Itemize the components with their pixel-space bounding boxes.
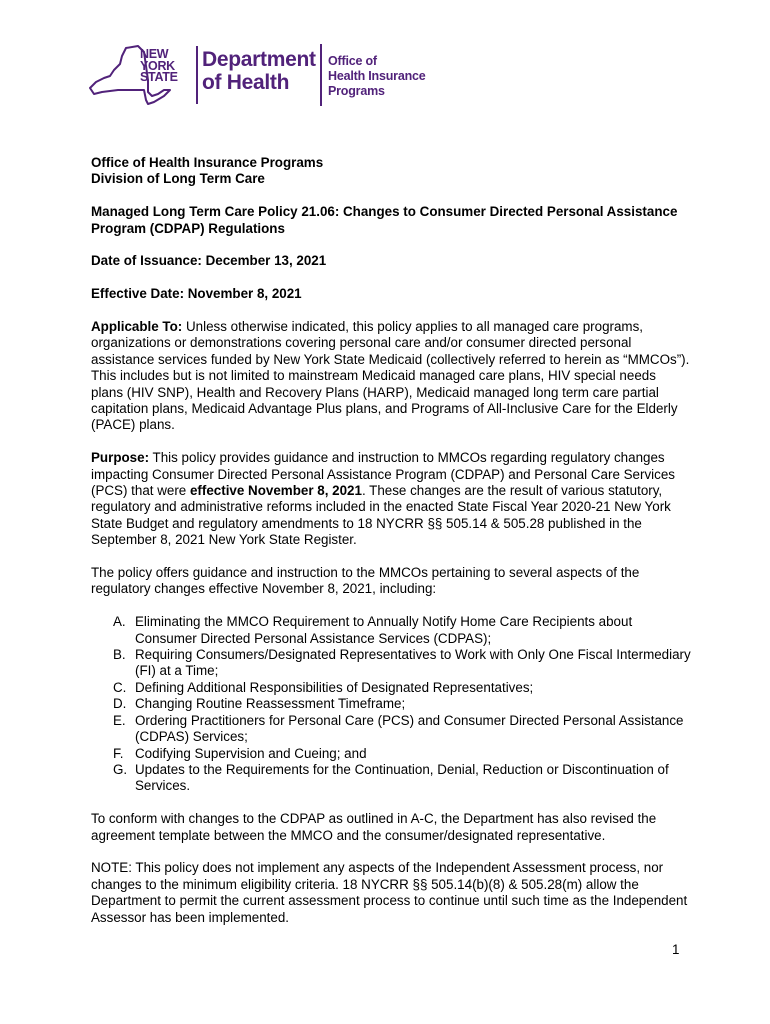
division-heading: Division of Long Term Care (91, 171, 265, 187)
note-paragraph: NOTE: This policy does not implement any aspects of the Independent Assessment process, nor changes to the minimum eligibility criteria. 18 NYCRR §§ 505.14(b)(8) & 505.28(m) allow the Department to permit the current assessment process to continue until such time as the Independent Assessor has been implemented. (91, 860, 688, 925)
list-item: D. Changing Routine Reassessment Timeframe; (113, 696, 406, 712)
list-item: G. Updates to the Requirements for the Continuation, Denial, Reduction or Discontinuation of Services. (113, 761, 669, 794)
effective-emphasis: effective November 8, 2021 (189, 483, 362, 499)
list-item: A. Eliminating the MMCO Requirement to Annually Notify Home Care Recipients about Consumer Directed Personal Assistance Services (CDPAS); (113, 614, 633, 646)
conform-paragraph: To conform with changes to the CDPAP as outlined in A-C, the Department has also revised the agreement template between the MMCO and the consumer/designated representative. (91, 811, 657, 843)
purpose-label: Purpose: (91, 450, 150, 466)
effective-date: Effective Date: November 8, 2021 (91, 286, 302, 302)
page-number: 1 (672, 942, 680, 957)
department-of-health-wordmark: Department of Health (202, 48, 316, 94)
document-body (91, 155, 691, 942)
new-york-state-wordmark: NEW YORK STATE (140, 47, 178, 84)
nys-doh-logo (88, 42, 448, 108)
applicable-to-label: Applicable To: (91, 319, 183, 334)
office-heading: Office of Health Insurance Programs Division of Long Term Care (91, 155, 324, 187)
list-intro: The policy offers guidance and instruction to the MMCOs pertaining to several aspects of the regulatory changes effective November 8, 2021, including: (91, 565, 640, 597)
changes-list (91, 614, 691, 794)
date-of-issuance: Date of Issuance: December 13, 2021 (91, 253, 327, 269)
list-item: E. Ordering Practitioners for Personal Care (PCS) and Consumer Directed Personal Assistance (CDPAS) Services; (113, 712, 684, 745)
applicable-to-paragraph (91, 319, 691, 434)
policy-title: Managed Long Term Care Policy 21.06: Changes to Consumer Directed Personal Assistance Program (CDPAP) Regulations (91, 204, 678, 236)
applicable-to-text: Unless otherwise indicated, this policy applies to all managed care programs, organizations or demonstrations covering personal care and/or consumer directed personal assistance services funded by New York State Medicaid (collectively referred to herein as “MMCOs”). This includes but is not limited to mainstream Medicaid managed care plans, HIV special needs plans (HIV SNP), Health and Recovery Plans (HARP), Medicaid managed long term care partial capitation plans, Medicaid Advantage Plus plans, and Programs of All-Inclusive Care for the Elderly (PACE) plans. (91, 319, 690, 433)
list-item: C. Defining Additional Responsibilities of Designated Representatives; (113, 679, 534, 695)
logo-divider (196, 46, 198, 104)
purpose-paragraph: Purpose: This policy provides guidance and instruction to MMCOs regarding regulatory changes impacting Consumer Directed Personal Assistance Program (CDPAP) and Personal Care Services (PCS) that were effective November 8, 2021. These changes are the result of various statutory, regulatory and administrative reforms included in the enacted State Fiscal Year 2020-21 New York State Budget and regulatory amendments to 18 NYCRR §§ 505.14 & 505.28 published in the September 8, 2021 New York State Register. (91, 450, 675, 548)
logo-divider (320, 44, 322, 106)
office-wordmark: Office of Health Insurance Programs (328, 54, 426, 98)
list-item: F. Codifying Supervision and Cueing; and (113, 745, 367, 761)
list-item: B. Requiring Consumers/Designated Representatives to Work with Only One Fiscal Intermediary (FI) at a Time; (113, 647, 691, 679)
